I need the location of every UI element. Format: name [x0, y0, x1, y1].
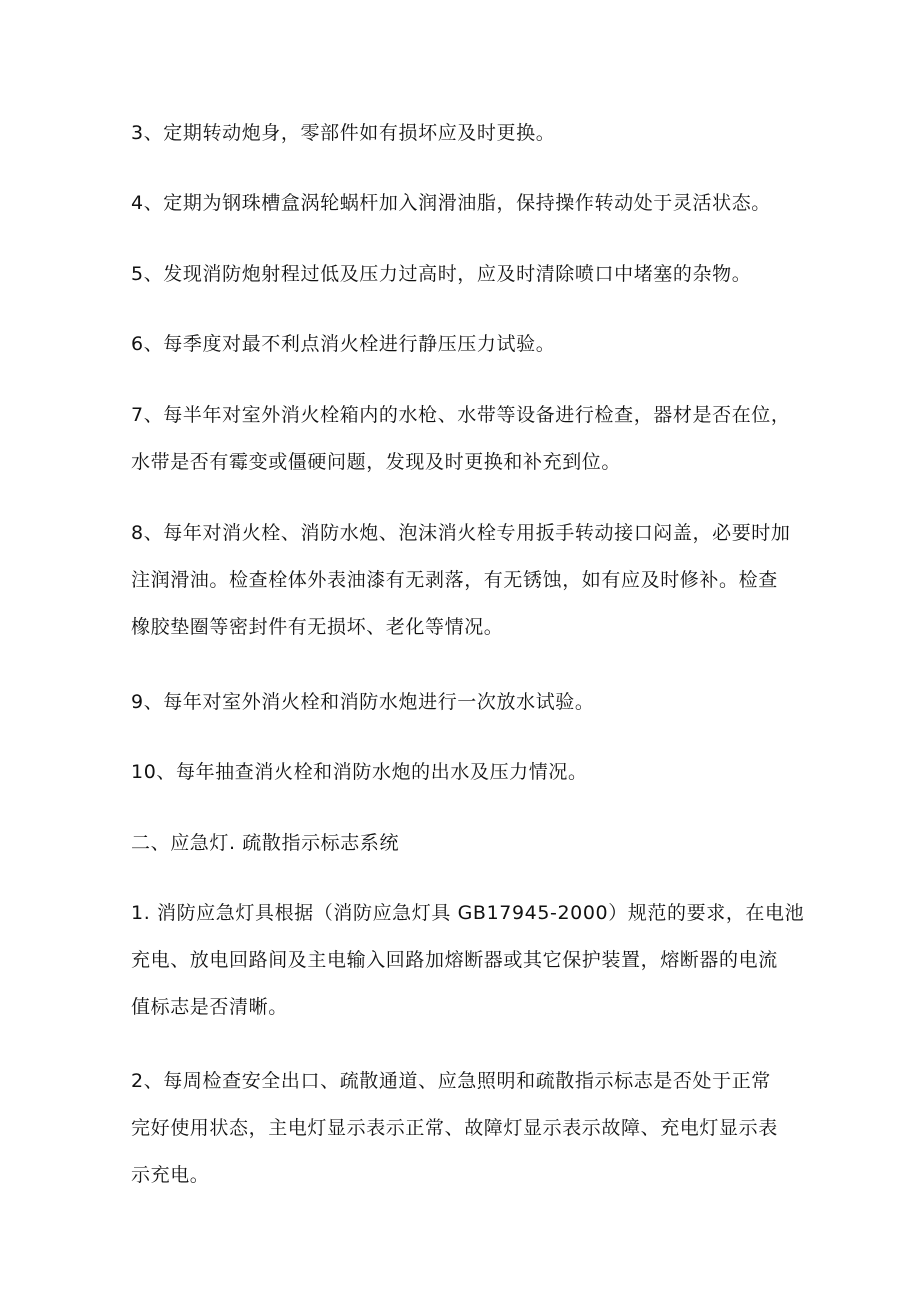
paragraph-line: 注润滑油。检查栓体外表油漆有无剥落，有无锈蚀，如有应及时修补。检查	[131, 569, 778, 591]
paragraph-line: 橡胶垫圈等密封件有无损坏、老化等情况。	[131, 616, 504, 638]
paragraph-item-e1	[131, 890, 807, 1031]
paragraph-line: 7、每半年对室外消火栓箱内的水枪、水带等设备进行检查，器材是否在位，	[131, 404, 791, 426]
section-heading	[131, 820, 807, 867]
paragraph-item-4	[131, 180, 807, 227]
paragraph-line: 10、每年抽查消火栓和消防水炮的出水及压力情况。	[131, 761, 588, 783]
paragraph-item-5	[131, 251, 807, 298]
paragraph-line: 1. 消防应急灯具根据（消防应急灯具 GB17945-2000）规范的要求，在电池	[131, 902, 805, 924]
paragraph-item-8	[131, 510, 807, 651]
paragraph-line: 8、每年对消火栓、消防水炮、泡沫消火栓专用扳手转动接口闷盖，必要时加	[131, 522, 791, 544]
paragraph-line: 5、发现消防炮射程过低及压力过高时，应及时清除喷口中堵塞的杂物。	[131, 263, 752, 285]
paragraph-line: 6、每季度对最不利点消火栓进行静压压力试验。	[131, 333, 556, 355]
paragraph-item-3	[131, 110, 807, 157]
paragraph-line: 4、定期为钢珠槽盒涡轮蜗杆加入润滑油脂，保持操作转动处于灵活状态。	[131, 192, 771, 214]
paragraph-line: 完好使用状态，主电灯显示表示正常、故障灯显示表示故障、充电灯显示表	[131, 1117, 778, 1139]
paragraph-item-e2	[131, 1058, 807, 1199]
paragraph-line: 值标志是否清晰。	[131, 996, 288, 1018]
section-heading-text: 二、应急灯. 疏散指示标志系统	[131, 832, 400, 854]
paragraph-line: 3、定期转动炮身，零部件如有损坏应及时更换。	[131, 122, 556, 144]
paragraph-line: 水带是否有霉变或僵硬问题，发现及时更换和补充到位。	[131, 451, 622, 473]
paragraph-item-9	[131, 679, 807, 726]
paragraph-item-7	[131, 392, 807, 486]
paragraph-line: 2、每周检查安全出口、疏散通道、应急照明和疏散指示标志是否处于正常	[131, 1070, 771, 1092]
paragraph-item-10	[131, 749, 807, 796]
paragraph-line: 示充电。	[131, 1164, 210, 1186]
paragraph-line: 充电、放电回路间及主电输入回路加熔断器或其它保护装置，熔断器的电流	[131, 949, 778, 971]
paragraph-item-6	[131, 321, 807, 368]
paragraph-line: 9、每年对室外消火栓和消防水炮进行一次放水试验。	[131, 691, 595, 713]
